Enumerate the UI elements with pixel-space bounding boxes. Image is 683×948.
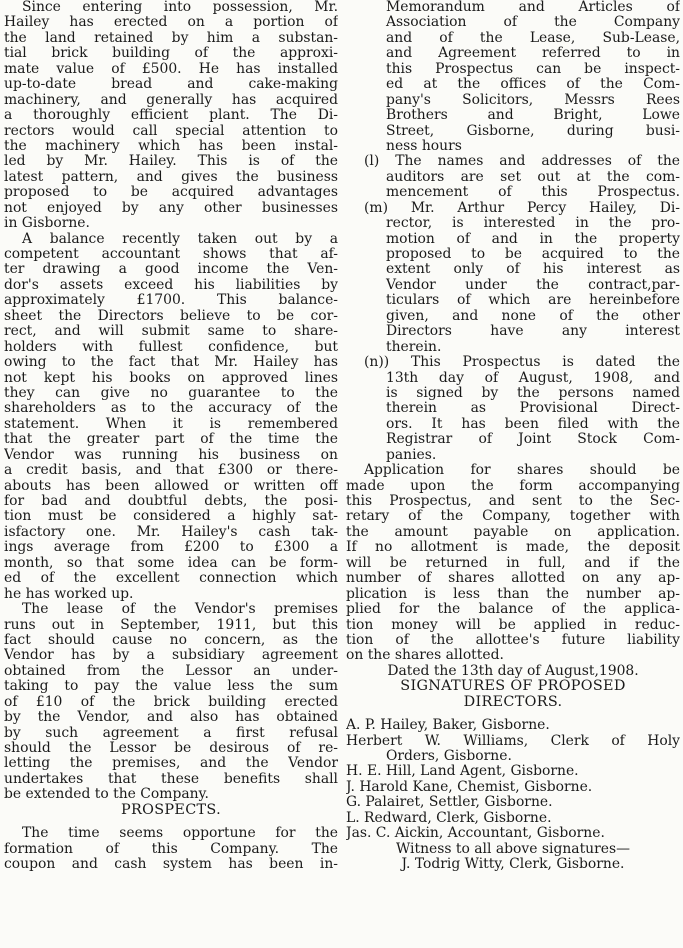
right-column-line: SIGNATURES OF PROPOSED xyxy=(400,679,626,695)
right-column-line: and Agreement referred to in xyxy=(386,46,680,62)
left-column-line: isfactory one. Mr. Hailey's cash tak- xyxy=(4,524,338,540)
right-column-line: and of the Lease, Sub-Lease, xyxy=(386,30,680,46)
left-column-line: led by Mr. Hailey. This is of the xyxy=(4,154,338,170)
right-column-line: tion of the allottee's future liability xyxy=(346,632,680,648)
right-column-line: panies. xyxy=(386,447,437,463)
left-column-line: tial brick building of the approxi- xyxy=(4,46,338,62)
left-column-line: up-to-date bread and cake-making xyxy=(4,77,338,93)
right-column-line: Orders, Gisborne. xyxy=(386,749,512,764)
right-column-line: tion money will be applied in reduc- xyxy=(346,617,680,633)
right-column-line: plied for the balance of the applica- xyxy=(346,602,680,618)
right-column-line: If no allotment is made, the deposit xyxy=(346,540,680,556)
left-column-line: month, so that some idea can be form- xyxy=(4,555,338,571)
right-column-line: Vendor under the contract,par- xyxy=(386,277,680,293)
left-column-line: The lease of the Vendor's premises xyxy=(22,602,338,618)
left-column-line: letting the premises, and the Vendor xyxy=(4,756,338,772)
left-column-line: in Gisborne. xyxy=(4,216,90,232)
right-column-line: J. Todrig Witty, Clerk, Gisborne. xyxy=(401,857,625,873)
left-column-line: Hailey has erected on a portion of xyxy=(4,15,338,31)
left-column-line: not kept his books on approved lines xyxy=(4,370,338,386)
right-column-line: rector, is interested in the pro- xyxy=(386,216,680,232)
right-column-line: Street, Gisborne, during busi- xyxy=(386,123,680,139)
left-column-line: mate value of £500. He has installed xyxy=(4,61,338,77)
left-column-line: rect, and will submit same to share- xyxy=(4,324,338,340)
right-column-line: A. P. Hailey, Baker, Gisborne. xyxy=(346,718,550,734)
right-column-line: Witness to all above signatures— xyxy=(396,841,630,857)
right-column-line: Memorandum and Articles of xyxy=(386,0,680,15)
right-column-line: motion of and in the property xyxy=(386,231,680,247)
left-column-line: of £10 of the brick building erected xyxy=(4,694,338,710)
right-column-line: Registrar of Joint Stock Com- xyxy=(386,432,680,448)
left-column-line: holders with fullest confidence, but xyxy=(4,339,338,355)
right-column-line: 13th day of August, 1908, and xyxy=(386,370,680,386)
right-column-line: will be returned in full, and if the xyxy=(346,555,680,571)
left-column-line: by such agreement a first refusal xyxy=(4,725,338,741)
left-column-line: taking to pay the value less the sum xyxy=(4,679,338,695)
right-column-line: made upon the form accompanying xyxy=(346,478,680,494)
right-column-line: given, and none of the other xyxy=(386,308,680,324)
right-column-line: this Prospectus, and sent to the Sec- xyxy=(346,494,680,509)
right-column-line: plication is less than the number ap- xyxy=(346,586,680,602)
right-column-line: (n)) This Prospectus is dated the xyxy=(364,355,680,371)
left-column-line: ed of the excellent connection which xyxy=(4,571,338,587)
right-column-line: this Prospectus can be inspect- xyxy=(386,61,680,77)
right-column-line: pany's Solicitors, Messrs Rees xyxy=(386,92,680,108)
left-column-line: sheet the Directors believe to be cor- xyxy=(4,308,338,324)
right-column-line: is signed by the persons named xyxy=(386,385,680,401)
left-column-line: Vendor was running his business on xyxy=(4,447,338,463)
left-column-line: should the Lessor be desirous of re- xyxy=(4,741,338,756)
left-column-line: Vendor has by a subsidiary agreement xyxy=(4,648,338,664)
right-column-line: (m) Mr. Arthur Percy Hailey, Di- xyxy=(364,200,680,216)
left-column-line: ter drawing a good income the Ven- xyxy=(4,262,338,278)
left-column-line: a credit basis, and that £300 or there- xyxy=(4,463,338,479)
left-column-line: that the greater part of the time the xyxy=(4,432,338,448)
right-column-line: therein. xyxy=(386,339,442,355)
right-column-line xyxy=(346,710,680,718)
right-column-line: Jas. C. Aickin, Accountant, Gisborne. xyxy=(346,826,605,842)
right-column-line: ors. It has been filed with the xyxy=(386,416,680,432)
right-column-line: J. Harold Kane, Chemist, Gisborne. xyxy=(346,779,593,795)
left-column-line: for bad and doubtful debts, the posi- xyxy=(4,494,338,509)
left-column-line: the land retained by him a substan- xyxy=(4,30,338,46)
right-column-line: mencement of this Prospectus. xyxy=(386,185,680,201)
left-column-line: latest pattern, and gives the business xyxy=(4,169,338,185)
right-column-line: G. Palairet, Settler, Gisborne. xyxy=(346,795,553,811)
right-column-line: Application for shares should be xyxy=(364,463,680,479)
left-column-line: the machinery which has been instal- xyxy=(4,138,338,154)
right-column-line: proposed to be acquired to the xyxy=(386,247,680,262)
right-column-line: DIRECTORS. xyxy=(463,694,563,710)
right-column-line: the amount payable on application. xyxy=(346,524,680,540)
left-column-line: owing to the fact that Mr. Hailey has xyxy=(4,355,338,371)
right-column-line: extent only of his interest as xyxy=(386,262,680,278)
right-column-line: (l) The names and addresses of the xyxy=(364,154,680,170)
left-column-line: they can give no guarantee to the xyxy=(4,385,338,401)
left-column-line xyxy=(4,818,338,826)
left-column-line: formation of this Company. The xyxy=(4,841,338,857)
left-column-line: be extended to the Company. xyxy=(4,787,209,803)
left-column-line: obtained from the Lessor an under- xyxy=(4,663,338,679)
left-column-line: approximately £1700. This balance- xyxy=(4,293,338,309)
left-text-column xyxy=(4,0,338,948)
left-column-line: The time seems opportune for the xyxy=(22,826,338,842)
right-column-line: Directors have any interest xyxy=(386,324,680,340)
left-column-line: machinery, and generally has acquired xyxy=(4,92,338,108)
left-column-line: not enjoyed by any other businesses xyxy=(4,200,338,216)
left-column-line: proposed to be acquired advantages xyxy=(4,185,338,201)
right-text-column xyxy=(346,0,680,948)
right-column-line: retary of the Company, together with xyxy=(346,509,680,525)
left-column-line: ings average from £200 to £300 a xyxy=(4,540,338,556)
left-column-line: fact should cause no concern, as the xyxy=(4,632,338,648)
right-column-line: ed at the offices of the Com- xyxy=(386,77,680,93)
right-column-line: L. Redward, Clerk, Gisborne. xyxy=(346,810,552,826)
left-column-line: tion must be considered a highly sat- xyxy=(4,509,338,525)
left-column-line: a thoroughly efficient plant. The Di- xyxy=(4,108,338,124)
right-column-line: ness hours xyxy=(386,138,462,154)
left-column-line: statement. When it is remembered xyxy=(4,416,338,432)
right-column-line: therein as Provisional Direct- xyxy=(386,401,680,417)
left-column-line: Since entering into possession, Mr. xyxy=(22,0,338,15)
left-column-line: A balance recently taken out by a xyxy=(22,231,338,247)
right-column-line: Dated the 13th day of August,1908. xyxy=(387,663,639,679)
left-column-line: by the Vendor, and also has obtained xyxy=(4,710,338,726)
left-column-line: abouts has been allowed or written off xyxy=(4,478,338,494)
right-column-line: ticulars of which are hereinbefore xyxy=(386,293,680,309)
right-column-line: on the shares allotted. xyxy=(346,648,504,664)
left-column-line: competent accountant shows that af- xyxy=(4,247,338,262)
right-column-line: auditors are set out at the com- xyxy=(386,169,680,185)
left-column-line: runs out in September, 1911, but this xyxy=(4,617,338,633)
left-column-line: shareholders as to the accuracy of the xyxy=(4,401,338,417)
left-column-line: coupon and cash system has been in- xyxy=(4,857,338,873)
right-column-line: Association of the Company xyxy=(386,15,680,31)
right-column-line: H. E. Hill, Land Agent, Gisborne. xyxy=(346,764,579,780)
left-column-line: rectors would call special attention to xyxy=(4,123,338,139)
right-column-line: Brothers and Bright, Lowe xyxy=(386,108,680,124)
left-column-line: he has worked up. xyxy=(4,586,134,602)
right-column-line: Herbert W. Williams, Clerk of Holy xyxy=(346,733,680,749)
right-column-line: number of shares allotted on any ap- xyxy=(346,571,680,587)
left-column-line: undertakes that these benefits shall xyxy=(4,771,338,787)
left-column-line: PROSPECTS. xyxy=(121,802,221,818)
left-column-line: dor's assets exceed his liabilities by xyxy=(4,277,338,293)
